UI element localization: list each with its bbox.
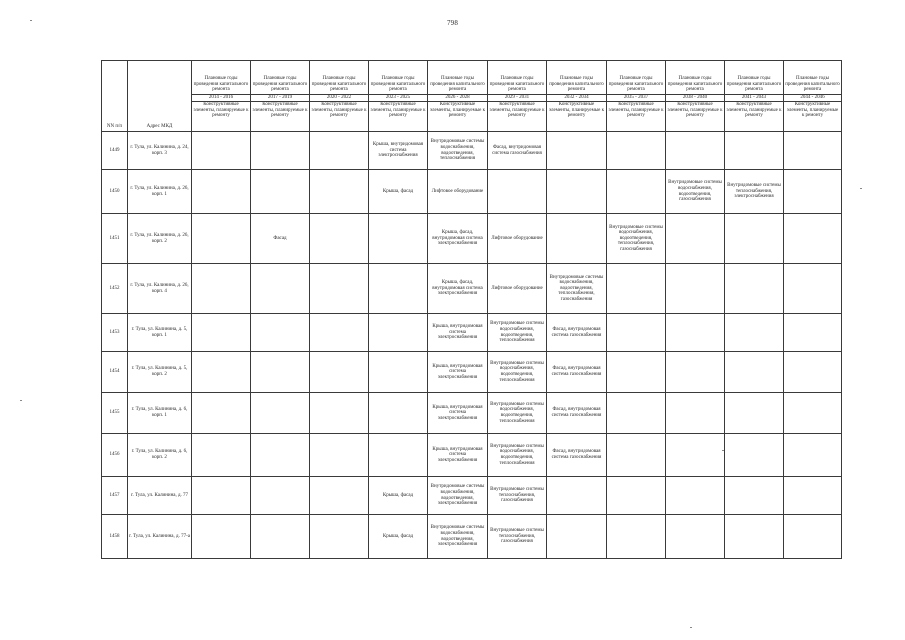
table-cell: Внутридомовые системы водоснабжения, водоотведения, электроснабжения xyxy=(428,477,488,515)
table-cell xyxy=(310,515,369,559)
table-cell xyxy=(666,434,725,477)
header-elements-label: Конструктивные элементы, планируемые к ремонту xyxy=(607,102,666,132)
table-cell xyxy=(607,264,666,314)
row-number: 1452 xyxy=(102,264,128,314)
table-cell xyxy=(369,314,428,352)
row-number: 1456 xyxy=(102,434,128,477)
table-cell xyxy=(192,170,251,214)
table-cell: Крыша, внутридомовая система электроснабжения xyxy=(428,314,488,352)
table-cell: Внутридомовые системы водоснабжения, водоотведения, теплоснабжения, газоснабжения xyxy=(547,264,607,314)
table-cell xyxy=(310,393,369,434)
table-cell xyxy=(666,477,725,515)
header-elements-label: Конструктивные элементы, планируемые к ремонту xyxy=(369,102,428,132)
table-cell: Внутридомовые системы водоснабжения, водоотведения, теплоснабжения xyxy=(488,393,547,434)
table-cell xyxy=(725,477,784,515)
header-period-years: 2017 - 2019 xyxy=(251,95,310,102)
table-cell xyxy=(725,314,784,352)
table-cell: Крыша, внутридомовая система электроснабжения xyxy=(428,393,488,434)
header-period-title: Плановые годы проведения капитального ремонта xyxy=(192,61,251,95)
table-cell xyxy=(666,214,725,264)
header-elements-label: Конструктивные элементы, планируемые к ремонту xyxy=(192,102,251,132)
table-cell xyxy=(251,477,310,515)
row-number: 1458 xyxy=(102,515,128,559)
table-cell xyxy=(192,132,251,170)
row-address: г. Тула, ул. Калинина, д. 26, корп. 1 xyxy=(128,170,192,214)
header-period-title: Плановые годы проведения капитального ремонта xyxy=(428,61,488,95)
header-elements-label: Конструктивные элементы, планируемые к ремонту xyxy=(666,102,725,132)
row-address: г. Тула, ул. Калинина, д. 6, корп. 2 xyxy=(128,434,192,477)
table-cell: Внутридомовые системы водоснабжения, водоотведения, газоснабжения xyxy=(666,170,725,214)
header-elements-label: Конструктивные элементы, планируемые к ремонту xyxy=(251,102,310,132)
header-period-title: Плановые годы проведения капитального ремонта xyxy=(547,61,607,95)
table-cell xyxy=(784,132,842,170)
table-cell: Крыша, внутридомовая система электроснабжения xyxy=(428,434,488,477)
table-row xyxy=(102,170,842,214)
table-cell xyxy=(784,434,842,477)
table-cell xyxy=(607,170,666,214)
table-cell: Внутридомовые системы водоснабжения, водоотведения, теплоснабжения xyxy=(428,132,488,170)
table-cell xyxy=(310,170,369,214)
table-cell xyxy=(192,515,251,559)
table-cell: Внутридомовые системы водоснабжения, водоотведения, теплоснабжения xyxy=(488,352,547,393)
header-period-title: Плановые годы проведения капитального ремонта xyxy=(369,61,428,95)
header-period-title: Плановые годы проведения капитального ремонта xyxy=(607,61,666,95)
header-period-years: 2035 - 2037 xyxy=(607,95,666,102)
table-cell xyxy=(192,434,251,477)
table-cell: Крыша, внутридомовая система электроснабжения xyxy=(428,352,488,393)
table-cell xyxy=(192,393,251,434)
table-cell xyxy=(607,314,666,352)
header-period-years: 2026 - 2028 xyxy=(428,95,488,102)
table-row xyxy=(102,214,842,264)
row-address: г. Тула, ул. Калинина, д. 77-а xyxy=(128,515,192,559)
table-cell xyxy=(251,132,310,170)
header-number: NN п/п xyxy=(102,61,128,132)
table-row xyxy=(102,264,842,314)
table-cell xyxy=(784,393,842,434)
scan-speck xyxy=(690,627,692,628)
table-cell xyxy=(784,214,842,264)
capital-repair-schedule-table xyxy=(101,60,842,559)
table-cell xyxy=(369,352,428,393)
scan-speck xyxy=(20,400,22,401)
table-cell xyxy=(192,214,251,264)
scan-speck xyxy=(860,188,862,189)
table-cell: Лифтовое оборудование xyxy=(428,170,488,214)
table-cell xyxy=(725,515,784,559)
table-cell: Крыша, фасад, внутридомовая система электроснабжения xyxy=(428,214,488,264)
header-row-years xyxy=(102,95,842,102)
header-row-titles xyxy=(102,61,842,95)
row-number: 1457 xyxy=(102,477,128,515)
header-address: Адрес МКД xyxy=(128,61,192,132)
table-cell xyxy=(725,352,784,393)
table-cell: Внутридомовые системы водоснабжения, водоотведения, электроснабжения xyxy=(428,515,488,559)
table-cell xyxy=(547,132,607,170)
table-cell xyxy=(369,393,428,434)
table-body xyxy=(102,132,842,559)
table-cell xyxy=(310,264,369,314)
header-period-years: 2020 - 2022 xyxy=(310,95,369,102)
table-cell xyxy=(251,314,310,352)
table-cell xyxy=(547,477,607,515)
table-cell xyxy=(784,170,842,214)
header-row-elements xyxy=(102,102,842,132)
table-cell: Внутридомовые системы теплоснабжения, газоснабжения xyxy=(488,515,547,559)
scan-speck xyxy=(722,450,724,451)
header-period-title: Плановые годы проведения капитального ремонта xyxy=(488,61,547,95)
table-cell xyxy=(310,434,369,477)
table-cell xyxy=(192,264,251,314)
header-period-years: 2014 - 2016 xyxy=(192,95,251,102)
header-period-title: Плановые годы проведения капитального ремонта xyxy=(666,61,725,95)
table-cell: Фасад, внутридомовая система газоснабжения xyxy=(547,434,607,477)
header-elements-label: Конструктивные элементы, планируемые к ремонту xyxy=(488,102,547,132)
table-cell: Фасад, внутридомовая система газоснабжения xyxy=(547,352,607,393)
row-number: 1453 xyxy=(102,314,128,352)
row-address: г. Тула, ул. Калинина, д. 24, корп. 3 xyxy=(128,132,192,170)
table-cell xyxy=(666,132,725,170)
table-cell xyxy=(607,515,666,559)
header-period-years: 2032 - 2034 xyxy=(547,95,607,102)
row-number: 1450 xyxy=(102,170,128,214)
table-row xyxy=(102,393,842,434)
table-cell xyxy=(784,352,842,393)
table-cell xyxy=(607,477,666,515)
table-row xyxy=(102,132,842,170)
page-number: 798 xyxy=(446,19,459,27)
table-cell xyxy=(666,515,725,559)
table-cell: Внутридомовые системы водоснабжения, водоотведения, теплоснабжения, газоснабжения xyxy=(607,214,666,264)
header-period-years: 2023 - 2025 xyxy=(369,95,428,102)
table-cell: Крыша, внутридомовая система электроснабжения xyxy=(369,132,428,170)
table-cell: Фасад xyxy=(251,214,310,264)
header-elements-label: Конструктивные элементы, планируемые к ремонту xyxy=(784,102,842,132)
header-period-years: 2029 - 2031 xyxy=(488,95,547,102)
row-number: 1451 xyxy=(102,214,128,264)
table-cell xyxy=(725,393,784,434)
table-cell: Внутридомовые системы теплоснабжения, электроснабжения xyxy=(725,170,784,214)
table-cell xyxy=(251,170,310,214)
table-row xyxy=(102,477,842,515)
table-cell: Крыша, фасад xyxy=(369,170,428,214)
table-row xyxy=(102,515,842,559)
table-cell xyxy=(192,477,251,515)
table-cell xyxy=(547,170,607,214)
row-address: г. Тула, ул. Калинина, д. 6, корп. 1 xyxy=(128,393,192,434)
table-cell: Крыша, фасад xyxy=(369,515,428,559)
row-address: г. Тула, ул. Калинина, д. 26, корп. 4 xyxy=(128,264,192,314)
table-cell: Фасад, внутридомовая система газоснабжения xyxy=(547,314,607,352)
table-cell xyxy=(310,214,369,264)
header-period-title: Плановые годы проведения капитального ремонта xyxy=(310,61,369,95)
table-cell xyxy=(725,264,784,314)
header-period-title: Плановые годы проведения капитального ремонта xyxy=(784,61,842,95)
table-cell xyxy=(488,170,547,214)
table-cell xyxy=(369,264,428,314)
table-cell: Крыша, фасад, внутридомовая система электроснабжения xyxy=(428,264,488,314)
header-period-years: 2038 - 2040 xyxy=(666,95,725,102)
header-period-years: 2041 - 2043 xyxy=(725,95,784,102)
table-cell: Внутридомовые системы водоснабжения, водоотведения, теплоснабжения xyxy=(488,434,547,477)
row-number: 1449 xyxy=(102,132,128,170)
table-cell xyxy=(725,132,784,170)
table-cell xyxy=(251,264,310,314)
table-cell xyxy=(784,264,842,314)
row-number: 1455 xyxy=(102,393,128,434)
table-cell xyxy=(251,434,310,477)
header-period-title: Плановые годы проведения капитального ремонта xyxy=(251,61,310,95)
table-row xyxy=(102,434,842,477)
header-elements-label: Конструктивные элементы, планируемые к ремонту xyxy=(428,102,488,132)
header-elements-label: Конструктивные элементы, планируемые к ремонту xyxy=(725,102,784,132)
table-cell xyxy=(192,352,251,393)
table-cell xyxy=(547,214,607,264)
table-cell xyxy=(547,515,607,559)
header-period-title: Плановые годы проведения капитального ремонта xyxy=(725,61,784,95)
table-row xyxy=(102,314,842,352)
row-number: 1454 xyxy=(102,352,128,393)
table-cell xyxy=(607,393,666,434)
table-cell xyxy=(666,314,725,352)
table-cell xyxy=(666,393,725,434)
table-cell xyxy=(251,515,310,559)
header-elements-label: Конструктивные элементы, планируемые к ремонту xyxy=(547,102,607,132)
table-cell xyxy=(725,214,784,264)
table-row xyxy=(102,352,842,393)
table-cell: Внутридомовые системы теплоснабжения, газоснабжения xyxy=(488,477,547,515)
table-cell: Фасад, внутридомовая система газоснабжения xyxy=(488,132,547,170)
table-cell xyxy=(310,477,369,515)
table-cell xyxy=(310,132,369,170)
table-cell xyxy=(192,314,251,352)
row-address: г. Тула, ул. Калинина, д. 26, корп. 2 xyxy=(128,214,192,264)
table-cell: Внутридомовые системы водоснабжения, водоотведения, теплоснабжения xyxy=(488,314,547,352)
table-cell xyxy=(784,314,842,352)
table-cell xyxy=(784,477,842,515)
table-cell xyxy=(310,352,369,393)
table-cell xyxy=(607,132,666,170)
table-cell: Лифтовое оборудование xyxy=(488,214,547,264)
row-address: г. Тула, ул. Калинина, д. 5, корп. 1 xyxy=(128,314,192,352)
table-cell xyxy=(666,352,725,393)
row-address: г. Тула, ул. Калинина, д. 5, корп. 2 xyxy=(128,352,192,393)
table-cell xyxy=(725,434,784,477)
table-cell xyxy=(369,214,428,264)
table-cell xyxy=(784,515,842,559)
header-period-years: 2044 - 2046 xyxy=(784,95,842,102)
table-cell: Фасад, внутридомовая система газоснабжения xyxy=(547,393,607,434)
row-address: г. Тула, ул. Калинина, д. 77 xyxy=(128,477,192,515)
table-cell xyxy=(251,393,310,434)
table-cell: Лифтовое оборудование xyxy=(488,264,547,314)
table-cell xyxy=(607,352,666,393)
table-cell xyxy=(251,352,310,393)
table-cell: Крыша, фасад xyxy=(369,477,428,515)
table-cell xyxy=(310,314,369,352)
header-elements-label: Конструктивные элементы, планируемые к ремонту xyxy=(310,102,369,132)
scan-speck xyxy=(30,20,32,21)
table-cell xyxy=(666,264,725,314)
table-cell xyxy=(369,434,428,477)
table-cell xyxy=(607,434,666,477)
